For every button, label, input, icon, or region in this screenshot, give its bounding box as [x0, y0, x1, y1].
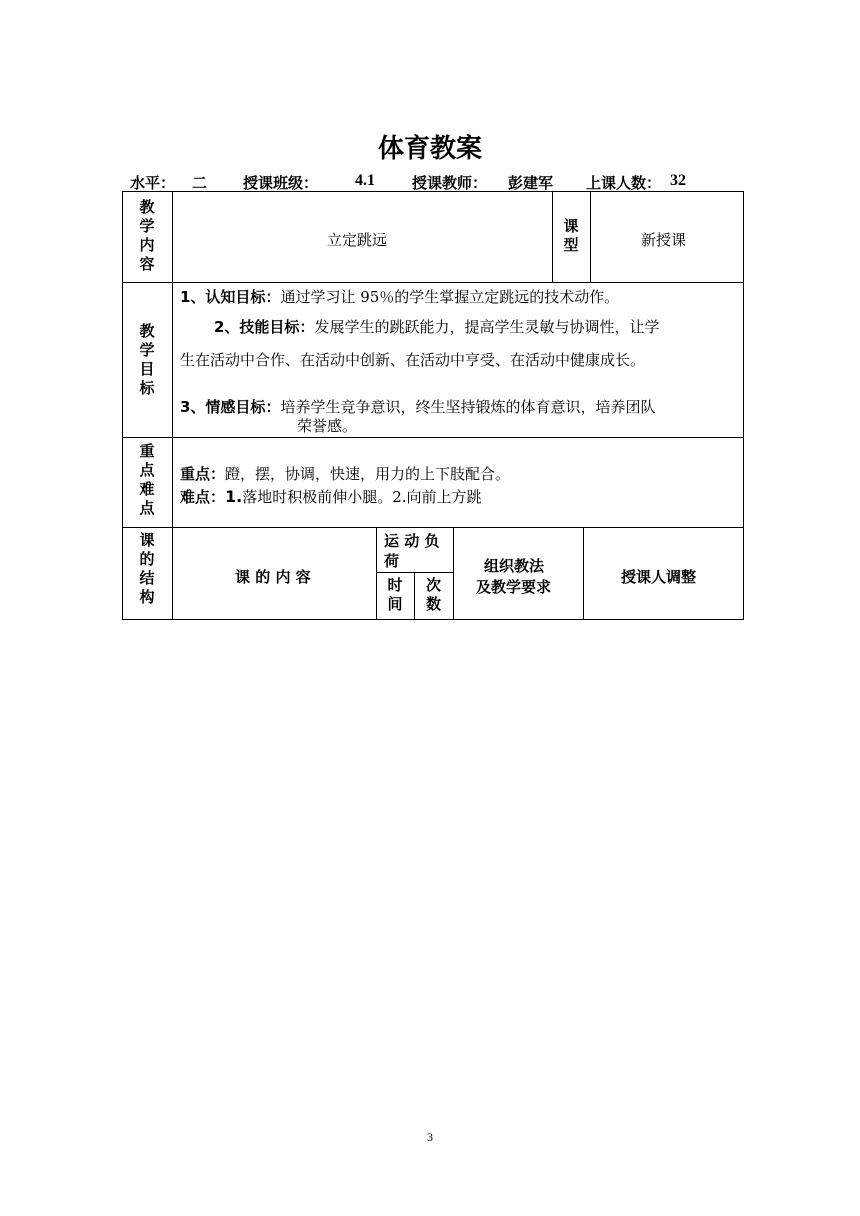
goals-row-label: 教 学 目 标	[139, 322, 155, 397]
teacher-value: 彭建军	[508, 174, 554, 192]
class-value: 4.1	[355, 172, 375, 189]
column-divider	[583, 527, 584, 620]
key-point: 重点：蹬，摆，协调，快速，用力的上下肢配合。	[180, 465, 511, 483]
method-header: 组织教法	[484, 557, 545, 575]
structure-row-label: 课 的 结 构	[139, 531, 155, 606]
lesson-type-label: 课 型	[563, 217, 579, 254]
lesson-type-value: 新授课	[641, 231, 687, 249]
goal-cognitive: 1、认知目标：通过学习让 95％的学生掌握立定跳远的技术动作。	[180, 288, 620, 306]
time-column-header: 时 间	[387, 576, 403, 613]
count-label: 上课人数：	[586, 174, 662, 192]
level-label: 水平：	[130, 174, 176, 192]
key-points-row-label: 重 点 难 点	[139, 442, 155, 517]
row-divider	[122, 437, 744, 438]
goal-skill-continued: 生在活动中合作、在活动中创新、在活动中亨受、在活动中健康成长。	[180, 351, 646, 369]
count-value: 32	[670, 172, 686, 189]
content-column-header: 课 的 内 容	[235, 568, 311, 586]
goal-skill: 2、技能目标：发展学生的跳跃能力，提高学生灵敏与协调性，让学	[214, 318, 660, 336]
level-value: 二	[192, 174, 208, 192]
load-header-continued: 荷	[384, 552, 400, 570]
content-row-label: 教 学 内 容	[139, 198, 155, 273]
class-label: 授课班级：	[243, 174, 319, 192]
row-divider	[122, 527, 744, 528]
column-divider	[590, 191, 591, 282]
column-divider	[172, 191, 173, 620]
lesson-topic: 立定跳远	[327, 231, 388, 249]
teacher-label: 授课教师：	[412, 174, 488, 192]
goal-emotional: 3、情感目标：培养学生竞争意识，终生坚持锻炼的体育意识，培养团队	[180, 398, 656, 416]
page-number: 3	[427, 1130, 433, 1144]
document-title: 体育教案	[377, 134, 482, 164]
difficulty-point: 难点：1.落地时积极前伸小腿。2.向前上方跳	[180, 487, 482, 506]
count-column-header: 次 数	[425, 576, 441, 613]
method-header-continued: 及教学要求	[476, 578, 552, 596]
adjustment-header: 授课人调整	[621, 568, 697, 586]
row-divider	[122, 282, 744, 283]
goal-emotional-continued: 荣誉感。	[297, 417, 358, 435]
column-divider	[453, 527, 454, 620]
load-header: 运 动 负	[384, 532, 440, 550]
